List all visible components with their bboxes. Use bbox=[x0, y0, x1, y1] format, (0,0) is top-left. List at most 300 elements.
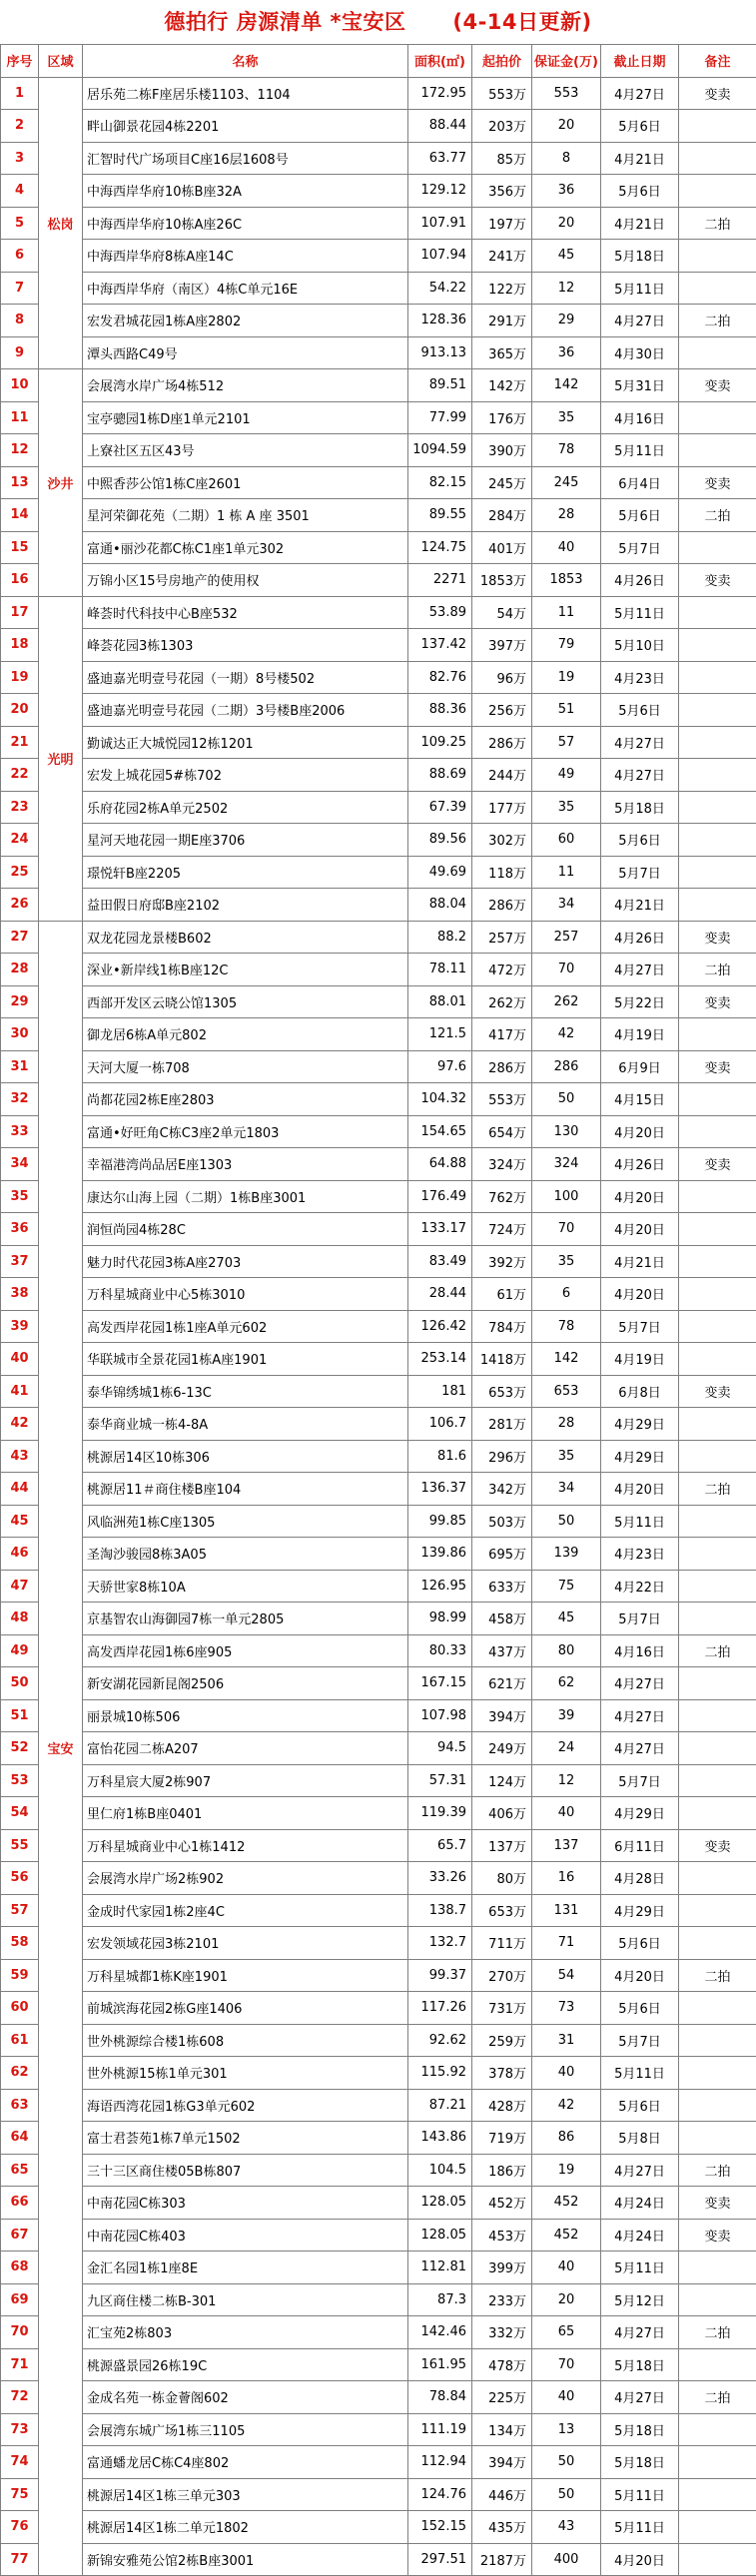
remark: 变卖 bbox=[679, 2219, 756, 2252]
property-size: 126.42 bbox=[408, 1310, 472, 1343]
table-row bbox=[1, 2543, 756, 2576]
table-row bbox=[1, 889, 756, 922]
deadline: 5月18日 bbox=[601, 240, 679, 273]
row-index: 74 bbox=[1, 2446, 39, 2479]
property-size: 112.94 bbox=[408, 2446, 472, 2479]
deposit: 35 bbox=[532, 1245, 601, 1278]
row-index: 6 bbox=[1, 240, 39, 273]
table-row bbox=[1, 985, 756, 1018]
row-index: 29 bbox=[1, 985, 39, 1018]
deadline: 4月29日 bbox=[601, 1408, 679, 1441]
deposit: 62 bbox=[532, 1667, 601, 1700]
deadline: 6月11日 bbox=[601, 1829, 679, 1862]
deposit: 71 bbox=[532, 1927, 601, 1960]
table-row bbox=[1, 1440, 756, 1473]
deadline: 4月27日 bbox=[601, 1667, 679, 1700]
deposit: 60 bbox=[532, 824, 601, 857]
remark bbox=[679, 2089, 756, 2122]
property-size: 126.95 bbox=[408, 1570, 472, 1603]
row-index: 76 bbox=[1, 2511, 39, 2544]
table-row bbox=[1, 2057, 756, 2090]
deposit: 75 bbox=[532, 1570, 601, 1603]
property-size: 253.14 bbox=[408, 1343, 472, 1376]
remark bbox=[679, 1862, 756, 1895]
row-index: 67 bbox=[1, 2219, 39, 2252]
remark bbox=[679, 1699, 756, 1732]
table-row bbox=[1, 499, 756, 532]
table-row bbox=[1, 1310, 756, 1343]
remark bbox=[679, 1213, 756, 1246]
table-row bbox=[1, 1538, 756, 1571]
deadline: 4月20日 bbox=[601, 2543, 679, 2576]
remark bbox=[679, 2252, 756, 2284]
remark bbox=[679, 661, 756, 694]
property-name: 桃源居11＃商住楼B座104 bbox=[83, 1473, 408, 1506]
property-size: 92.62 bbox=[408, 2024, 472, 2057]
deposit: 40 bbox=[532, 1797, 601, 1830]
row-index: 5 bbox=[1, 207, 39, 240]
deposit: 400 bbox=[532, 2543, 601, 2576]
table-row bbox=[1, 207, 756, 240]
remark bbox=[679, 1538, 756, 1571]
deadline: 4月26日 bbox=[601, 921, 679, 954]
start-price: 186万 bbox=[472, 2154, 532, 2187]
remark bbox=[679, 2057, 756, 2090]
deposit: 139 bbox=[532, 1538, 601, 1571]
deposit: 6 bbox=[532, 1278, 601, 1311]
deposit: 653 bbox=[532, 1375, 601, 1408]
property-name: 中南花园C栋303 bbox=[83, 2187, 408, 2220]
deadline: 5月11日 bbox=[601, 434, 679, 467]
deposit: 42 bbox=[532, 1018, 601, 1051]
start-price: 262万 bbox=[472, 985, 532, 1018]
deposit: 86 bbox=[532, 2122, 601, 2155]
property-name: 新安湖花园新昆阁2506 bbox=[83, 1667, 408, 1700]
deadline: 4月27日 bbox=[601, 305, 679, 337]
table-row bbox=[1, 856, 756, 889]
property-name: 上寮社区五区43号 bbox=[83, 434, 408, 467]
start-price: 458万 bbox=[472, 1603, 532, 1635]
deadline: 4月29日 bbox=[601, 1797, 679, 1830]
start-price: 244万 bbox=[472, 759, 532, 792]
table-row bbox=[1, 2348, 756, 2381]
start-price: 142万 bbox=[472, 369, 532, 402]
deposit: 65 bbox=[532, 2316, 601, 2349]
deadline: 5月11日 bbox=[601, 272, 679, 305]
remark: 二拍 bbox=[679, 305, 756, 337]
col-header-start-price: 起拍价 bbox=[472, 45, 532, 78]
start-price: 762万 bbox=[472, 1180, 532, 1213]
deadline: 4月27日 bbox=[601, 1699, 679, 1732]
property-size: 154.65 bbox=[408, 1115, 472, 1148]
deposit: 142 bbox=[532, 1343, 601, 1376]
start-price: 122万 bbox=[472, 272, 532, 305]
remark bbox=[679, 1570, 756, 1603]
property-size: 49.69 bbox=[408, 856, 472, 889]
deadline: 5月31日 bbox=[601, 369, 679, 402]
remark bbox=[679, 1894, 756, 1927]
deadline: 4月26日 bbox=[601, 1148, 679, 1181]
deposit: 31 bbox=[532, 2024, 601, 2057]
property-name: 桃源盛景园26栋19C bbox=[83, 2348, 408, 2381]
property-size: 124.76 bbox=[408, 2478, 472, 2511]
deposit: 43 bbox=[532, 2511, 601, 2544]
table-row bbox=[1, 1245, 756, 1278]
deposit: 36 bbox=[532, 175, 601, 208]
property-name: 泰华锦绣城1栋6-13C bbox=[83, 1375, 408, 1408]
property-size: 67.39 bbox=[408, 791, 472, 824]
start-price: 241万 bbox=[472, 240, 532, 273]
property-size: 99.37 bbox=[408, 1959, 472, 1992]
remark bbox=[679, 1732, 756, 1765]
deadline: 4月27日 bbox=[601, 77, 679, 110]
district-label: 宝安 bbox=[39, 921, 83, 2576]
remark: 变卖 bbox=[679, 2187, 756, 2220]
property-name: 宏发领域花园3栋2101 bbox=[83, 1927, 408, 1960]
property-size: 913.13 bbox=[408, 336, 472, 369]
property-size: 77.99 bbox=[408, 401, 472, 434]
deadline: 5月7日 bbox=[601, 856, 679, 889]
property-size: 107.91 bbox=[408, 207, 472, 240]
row-index: 14 bbox=[1, 499, 39, 532]
property-name: 宝亭骢园1栋D座1单元2101 bbox=[83, 401, 408, 434]
table-row bbox=[1, 564, 756, 597]
start-price: 80万 bbox=[472, 1862, 532, 1895]
table-row bbox=[1, 110, 756, 143]
row-index: 1 bbox=[1, 77, 39, 110]
remark bbox=[679, 2543, 756, 2576]
deadline: 5月6日 bbox=[601, 824, 679, 857]
row-index: 20 bbox=[1, 694, 39, 727]
table-row bbox=[1, 694, 756, 727]
deadline: 5月7日 bbox=[601, 2024, 679, 2057]
property-name: 会展湾水岸广场4栋512 bbox=[83, 369, 408, 402]
property-name: 新锦安雅苑公馆2栋B座3001 bbox=[83, 2543, 408, 2576]
deadline: 6月4日 bbox=[601, 466, 679, 499]
property-size: 115.92 bbox=[408, 2057, 472, 2090]
deposit: 73 bbox=[532, 1992, 601, 2025]
start-price: 397万 bbox=[472, 629, 532, 662]
deposit: 20 bbox=[532, 110, 601, 143]
table-row bbox=[1, 1018, 756, 1051]
deadline: 4月27日 bbox=[601, 954, 679, 986]
start-price: 225万 bbox=[472, 2381, 532, 2414]
property-name: 宏发君城花园1栋A座2802 bbox=[83, 305, 408, 337]
deposit: 51 bbox=[532, 694, 601, 727]
deadline: 4月27日 bbox=[601, 2316, 679, 2349]
table-row bbox=[1, 1667, 756, 1700]
deposit: 70 bbox=[532, 1213, 601, 1246]
deposit: 553 bbox=[532, 77, 601, 110]
property-name: 潭头西路C49号 bbox=[83, 336, 408, 369]
deadline: 4月21日 bbox=[601, 142, 679, 175]
property-size: 78.11 bbox=[408, 954, 472, 986]
remark bbox=[679, 401, 756, 434]
deadline: 5月7日 bbox=[601, 531, 679, 564]
deadline: 5月12日 bbox=[601, 2283, 679, 2316]
row-index: 31 bbox=[1, 1050, 39, 1083]
start-price: 233万 bbox=[472, 2283, 532, 2316]
deposit: 78 bbox=[532, 1310, 601, 1343]
table-row bbox=[1, 142, 756, 175]
property-name: 富通•好旺角C栋C3座2单元1803 bbox=[83, 1115, 408, 1148]
remark: 二拍 bbox=[679, 1634, 756, 1667]
property-name: 风临洲苑1栋C座1305 bbox=[83, 1505, 408, 1538]
remark bbox=[679, 434, 756, 467]
remark: 变卖 bbox=[679, 1050, 756, 1083]
property-size: 132.7 bbox=[408, 1927, 472, 1960]
table-row bbox=[1, 1732, 756, 1765]
row-index: 26 bbox=[1, 889, 39, 922]
start-price: 653万 bbox=[472, 1375, 532, 1408]
property-size: 53.89 bbox=[408, 596, 472, 629]
start-price: 435万 bbox=[472, 2511, 532, 2544]
deadline: 4月27日 bbox=[601, 759, 679, 792]
remark bbox=[679, 791, 756, 824]
deadline: 4月15日 bbox=[601, 1083, 679, 1116]
row-index: 23 bbox=[1, 791, 39, 824]
deadline: 5月10日 bbox=[601, 629, 679, 662]
deposit: 39 bbox=[532, 1699, 601, 1732]
row-index: 64 bbox=[1, 2122, 39, 2155]
property-size: 88.69 bbox=[408, 759, 472, 792]
property-size: 106.7 bbox=[408, 1408, 472, 1441]
start-price: 446万 bbox=[472, 2478, 532, 2511]
start-price: 401万 bbox=[472, 531, 532, 564]
deposit: 57 bbox=[532, 726, 601, 759]
deadline: 4月29日 bbox=[601, 1894, 679, 1927]
remark bbox=[679, 1667, 756, 1700]
row-index: 77 bbox=[1, 2543, 39, 2576]
row-index: 10 bbox=[1, 369, 39, 402]
row-index: 62 bbox=[1, 2057, 39, 2090]
table-row bbox=[1, 401, 756, 434]
row-index: 38 bbox=[1, 1278, 39, 1311]
property-size: 111.19 bbox=[408, 2413, 472, 2446]
row-index: 41 bbox=[1, 1375, 39, 1408]
property-size: 88.44 bbox=[408, 110, 472, 143]
row-index: 2 bbox=[1, 110, 39, 143]
property-size: 124.75 bbox=[408, 531, 472, 564]
deadline: 5月6日 bbox=[601, 175, 679, 208]
start-price: 452万 bbox=[472, 2187, 532, 2220]
start-price: 270万 bbox=[472, 1959, 532, 1992]
deposit: 50 bbox=[532, 2478, 601, 2511]
remark: 变卖 bbox=[679, 921, 756, 954]
start-price: 177万 bbox=[472, 791, 532, 824]
start-price: 406万 bbox=[472, 1797, 532, 1830]
start-price: 124万 bbox=[472, 1764, 532, 1797]
deposit: 50 bbox=[532, 2446, 601, 2479]
property-size: 139.86 bbox=[408, 1538, 472, 1571]
row-index: 58 bbox=[1, 1927, 39, 1960]
remark bbox=[679, 889, 756, 922]
start-price: 332万 bbox=[472, 2316, 532, 2349]
remark: 二拍 bbox=[679, 1959, 756, 1992]
remark bbox=[679, 142, 756, 175]
row-index: 55 bbox=[1, 1829, 39, 1862]
deadline: 5月6日 bbox=[601, 499, 679, 532]
table-row bbox=[1, 1829, 756, 1862]
property-size: 87.3 bbox=[408, 2283, 472, 2316]
property-name: 勤诚达正大城悦园12栋1201 bbox=[83, 726, 408, 759]
deadline: 4月20日 bbox=[601, 1115, 679, 1148]
table-row bbox=[1, 2122, 756, 2155]
table-row bbox=[1, 1083, 756, 1116]
property-name: 中海西岸华府10栋A座26C bbox=[83, 207, 408, 240]
col-header-deposit: 保证金(万) bbox=[532, 45, 601, 78]
remark: 变卖 bbox=[679, 564, 756, 597]
start-price: 428万 bbox=[472, 2089, 532, 2122]
remark bbox=[679, 1797, 756, 1830]
remark bbox=[679, 2413, 756, 2446]
deposit: 50 bbox=[532, 1083, 601, 1116]
deposit: 19 bbox=[532, 2154, 601, 2187]
row-index: 13 bbox=[1, 466, 39, 499]
remark bbox=[679, 531, 756, 564]
property-name: 丽景城10栋506 bbox=[83, 1699, 408, 1732]
start-price: 695万 bbox=[472, 1538, 532, 1571]
remark bbox=[679, 1603, 756, 1635]
start-price: 378万 bbox=[472, 2057, 532, 2090]
row-index: 59 bbox=[1, 1959, 39, 1992]
start-price: 503万 bbox=[472, 1505, 532, 1538]
remark bbox=[679, 1278, 756, 1311]
deadline: 5月11日 bbox=[601, 2511, 679, 2544]
remark: 变卖 bbox=[679, 369, 756, 402]
remark bbox=[679, 336, 756, 369]
row-index: 36 bbox=[1, 1213, 39, 1246]
district-label: 光明 bbox=[39, 596, 83, 921]
property-name: 桃源居14区1栋三单元303 bbox=[83, 2478, 408, 2511]
property-size: 82.76 bbox=[408, 661, 472, 694]
start-price: 437万 bbox=[472, 1634, 532, 1667]
property-name: 璟悦轩B座2205 bbox=[83, 856, 408, 889]
deposit: 8 bbox=[532, 142, 601, 175]
property-size: 128.05 bbox=[408, 2187, 472, 2220]
property-size: 89.55 bbox=[408, 499, 472, 532]
property-size: 89.56 bbox=[408, 824, 472, 857]
header-row bbox=[1, 45, 756, 78]
property-name: 京基智农山海御园7栋一单元2805 bbox=[83, 1603, 408, 1635]
deposit: 16 bbox=[532, 1862, 601, 1895]
listing-table bbox=[0, 44, 756, 2576]
property-size: 57.31 bbox=[408, 1764, 472, 1797]
row-index: 69 bbox=[1, 2283, 39, 2316]
property-size: 104.5 bbox=[408, 2154, 472, 2187]
property-name: 尚都花园2栋E座2803 bbox=[83, 1083, 408, 1116]
row-index: 15 bbox=[1, 531, 39, 564]
property-name: 里仁府1栋B座0401 bbox=[83, 1797, 408, 1830]
property-size: 97.6 bbox=[408, 1050, 472, 1083]
deposit: 36 bbox=[532, 336, 601, 369]
col-header-deadline: 截止日期 bbox=[601, 45, 679, 78]
table-row bbox=[1, 954, 756, 986]
property-name: 西部开发区云晓公馆1305 bbox=[83, 985, 408, 1018]
deadline: 5月11日 bbox=[601, 2252, 679, 2284]
start-price: 61万 bbox=[472, 1278, 532, 1311]
table-row bbox=[1, 1213, 756, 1246]
deposit: 80 bbox=[532, 1634, 601, 1667]
property-name: 深业•新岸线1栋B座12C bbox=[83, 954, 408, 986]
property-name: 益田假日府邸B座2102 bbox=[83, 889, 408, 922]
remark bbox=[679, 1343, 756, 1376]
table-row bbox=[1, 2024, 756, 2057]
deposit: 40 bbox=[532, 2381, 601, 2414]
start-price: 784万 bbox=[472, 1310, 532, 1343]
property-size: 1094.59 bbox=[408, 434, 472, 467]
table-row bbox=[1, 2252, 756, 2284]
remark bbox=[679, 1408, 756, 1441]
remark bbox=[679, 2478, 756, 2511]
table-row bbox=[1, 1050, 756, 1083]
row-index: 34 bbox=[1, 1148, 39, 1181]
table-row bbox=[1, 1180, 756, 1213]
table-row bbox=[1, 1603, 756, 1635]
table-row bbox=[1, 336, 756, 369]
remark bbox=[679, 2348, 756, 2381]
deposit: 100 bbox=[532, 1180, 601, 1213]
property-name: 汇宝苑2栋803 bbox=[83, 2316, 408, 2349]
table-row bbox=[1, 1959, 756, 1992]
property-size: 142.46 bbox=[408, 2316, 472, 2349]
property-size: 112.81 bbox=[408, 2252, 472, 2284]
row-index: 28 bbox=[1, 954, 39, 986]
deposit: 12 bbox=[532, 1764, 601, 1797]
table-row bbox=[1, 2089, 756, 2122]
start-price: 134万 bbox=[472, 2413, 532, 2446]
deposit: 20 bbox=[532, 2283, 601, 2316]
remark: 变卖 bbox=[679, 985, 756, 1018]
property-name: 峰荟花园3栋1303 bbox=[83, 629, 408, 662]
row-index: 52 bbox=[1, 1732, 39, 1765]
table-row bbox=[1, 596, 756, 629]
remark bbox=[679, 596, 756, 629]
start-price: 256万 bbox=[472, 694, 532, 727]
property-size: 83.49 bbox=[408, 1245, 472, 1278]
remark bbox=[679, 272, 756, 305]
deadline: 5月6日 bbox=[601, 694, 679, 727]
table-row bbox=[1, 1375, 756, 1408]
property-name: 乐府花园2栋A单元2502 bbox=[83, 791, 408, 824]
property-name: 中海西岸华府10栋B座32A bbox=[83, 175, 408, 208]
property-size: 81.6 bbox=[408, 1440, 472, 1473]
row-index: 7 bbox=[1, 272, 39, 305]
row-index: 27 bbox=[1, 921, 39, 954]
start-price: 472万 bbox=[472, 954, 532, 986]
start-price: 478万 bbox=[472, 2348, 532, 2381]
property-size: 143.86 bbox=[408, 2122, 472, 2155]
start-price: 356万 bbox=[472, 175, 532, 208]
col-header-area: 区域 bbox=[39, 45, 83, 78]
table-row bbox=[1, 466, 756, 499]
table-row bbox=[1, 921, 756, 954]
table-row bbox=[1, 1634, 756, 1667]
property-name: 世外桃源15栋1单元301 bbox=[83, 2057, 408, 2090]
row-index: 71 bbox=[1, 2348, 39, 2381]
remark bbox=[679, 629, 756, 662]
remark bbox=[679, 759, 756, 792]
deadline: 5月18日 bbox=[601, 791, 679, 824]
remark bbox=[679, 1505, 756, 1538]
district-label: 松岗 bbox=[39, 77, 83, 369]
property-size: 2271 bbox=[408, 564, 472, 597]
deposit: 452 bbox=[532, 2219, 601, 2252]
deadline: 5月8日 bbox=[601, 2122, 679, 2155]
deposit: 54 bbox=[532, 1959, 601, 1992]
deposit: 79 bbox=[532, 629, 601, 662]
deposit: 257 bbox=[532, 921, 601, 954]
